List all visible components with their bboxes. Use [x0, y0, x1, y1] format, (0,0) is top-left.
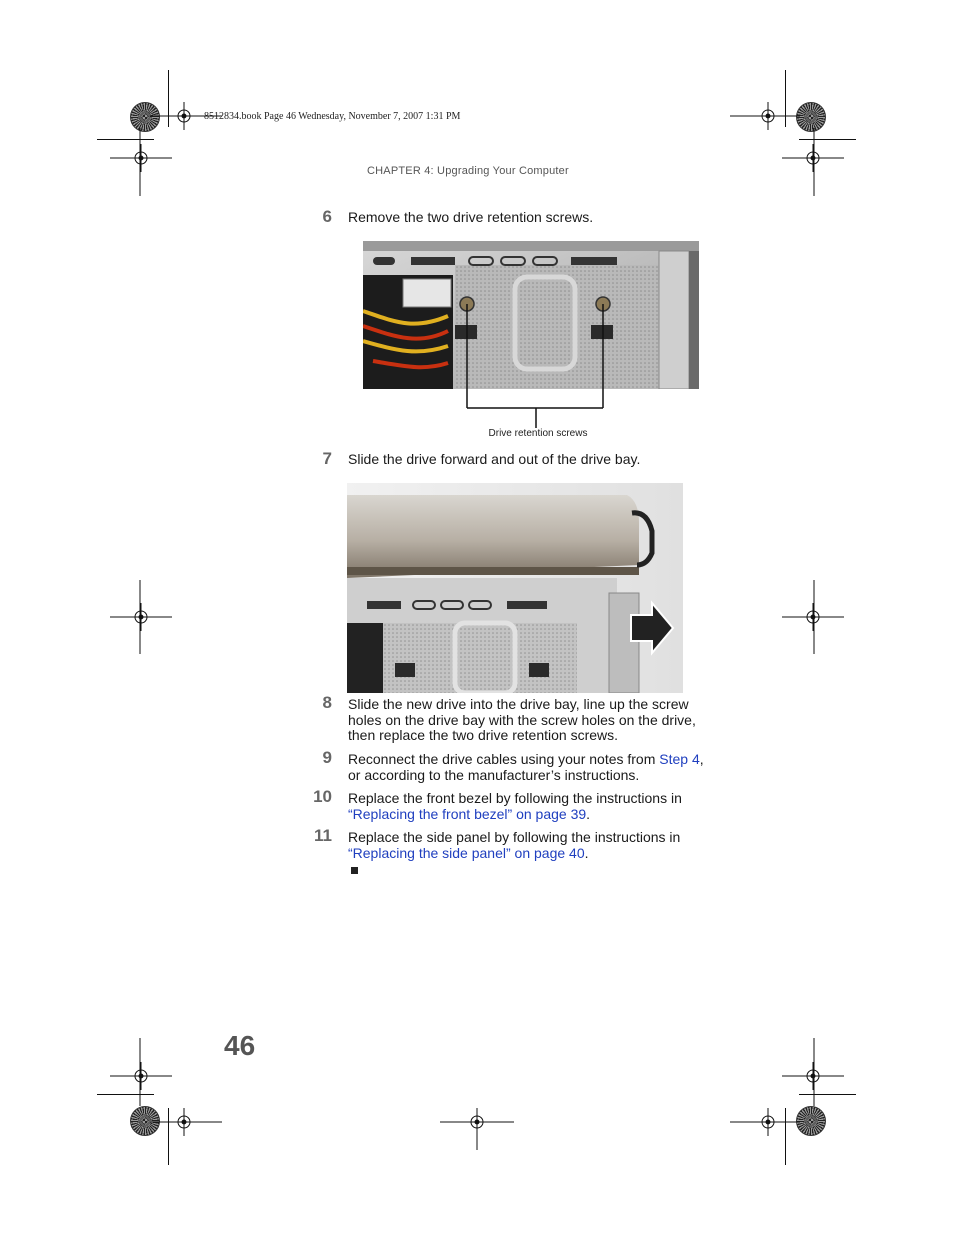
running-head: CHAPTER 4: Upgrading Your Computer — [367, 165, 569, 177]
step-text: Slide the new drive into the drive bay, line up the screw holes on the drive bay with the screw holes on the drive, then replace the two drive retention screws. — [348, 696, 696, 743]
step-number: 11 — [314, 826, 332, 845]
step-number: 6 — [322, 207, 332, 226]
drive-removal-photo — [347, 483, 683, 693]
figure-caption: Drive retention screws — [488, 428, 588, 439]
replacing-front-bezel-link[interactable]: “Replacing the front bezel” on page 39 — [348, 805, 587, 822]
file-slug: 8512834.book Page 46 Wednesday, November 7, 2007 1:31 PM — [204, 111, 461, 122]
end-of-section-icon — [351, 867, 358, 874]
page-number: 46 — [224, 1030, 256, 1061]
step-number: 7 — [322, 449, 332, 468]
step-text: Replace the side panel by following the instructions in “Replacing the side panel” on page 40. — [348, 829, 681, 861]
step-text: Replace the front bezel by following the instructions in “Replacing the front bezel” on page 39. — [348, 790, 682, 822]
step-text: Slide the drive forward and out of the drive bay. — [348, 451, 641, 467]
step-text: Reconnect the drive cables using your notes from Step 4, or according to the manufacturer’s instructions. — [348, 751, 704, 783]
step-number: 10 — [313, 787, 332, 806]
step-number: 8 — [322, 693, 332, 712]
screw-callout-bracket — [460, 300, 610, 430]
step-4-link[interactable]: Step 4 — [659, 751, 700, 767]
replacing-side-panel-link[interactable]: “Replacing the side panel” on page 40 — [348, 844, 585, 861]
step-number: 9 — [322, 748, 332, 767]
step-text: Remove the two drive retention screws. — [348, 209, 594, 225]
